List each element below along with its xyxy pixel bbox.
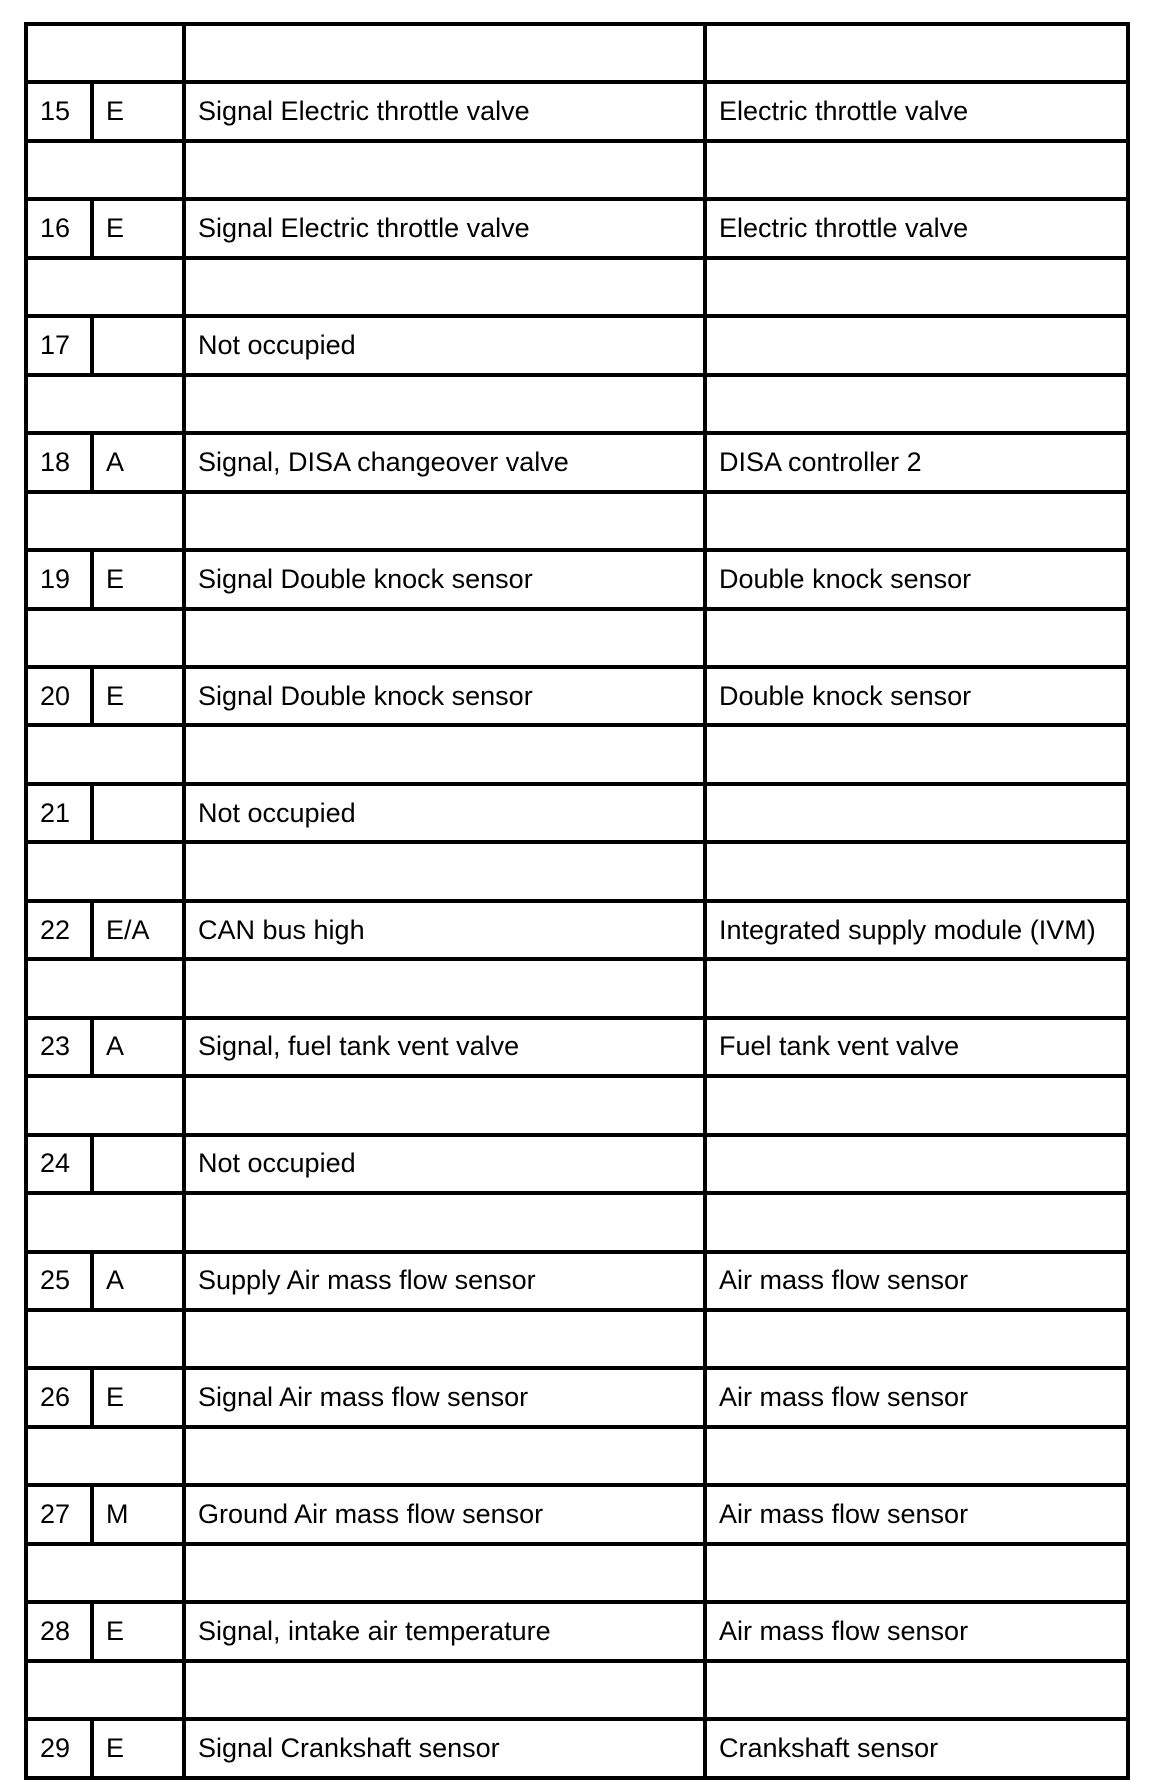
empty-pin-cell — [26, 492, 184, 550]
empty-description-cell — [184, 1544, 705, 1602]
empty-component-cell — [705, 1544, 1128, 1602]
signal-direction-cell: E — [92, 667, 184, 725]
table-spacer-row — [26, 609, 1128, 667]
pin-number-cell: 24 — [26, 1135, 92, 1193]
table-row — [26, 1719, 1128, 1778]
component-cell — [705, 1135, 1128, 1193]
table-row — [26, 1602, 1128, 1660]
signal-direction-cell: E — [92, 82, 184, 140]
pin-number-cell: 18 — [26, 433, 92, 491]
empty-component-cell — [705, 375, 1128, 433]
pin-assignment-table — [24, 22, 1130, 1780]
signal-description-cell: Ground Air mass flow sensor — [184, 1485, 705, 1543]
signal-direction-cell: E — [92, 1368, 184, 1426]
empty-component-cell — [705, 842, 1128, 900]
signal-description-cell: Signal Electric throttle valve — [184, 82, 705, 140]
empty-pin-cell — [26, 1193, 184, 1251]
empty-description-cell — [184, 725, 705, 783]
component-cell: Electric throttle valve — [705, 82, 1128, 140]
table-spacer-row — [26, 375, 1128, 433]
empty-pin-cell — [26, 959, 184, 1017]
table-row — [26, 784, 1128, 842]
pin-number-cell: 29 — [26, 1719, 92, 1778]
component-cell: Air mass flow sensor — [705, 1252, 1128, 1310]
empty-component-cell — [705, 959, 1128, 1017]
table-spacer-row — [26, 1076, 1128, 1134]
empty-pin-cell — [26, 141, 184, 199]
table-spacer-row — [26, 258, 1128, 316]
pin-number-cell: 16 — [26, 199, 92, 257]
signal-description-cell: Signal, intake air temperature — [184, 1602, 705, 1660]
empty-pin-cell — [26, 725, 184, 783]
pin-assignment-table-wrapper — [24, 22, 1126, 1780]
table-row — [26, 1485, 1128, 1543]
table-row — [26, 667, 1128, 725]
pin-number-cell: 22 — [26, 901, 92, 959]
signal-description-cell: Signal, DISA changeover valve — [184, 433, 705, 491]
pin-number-cell: 19 — [26, 550, 92, 608]
signal-direction-cell: E — [92, 550, 184, 608]
signal-description-cell: Supply Air mass flow sensor — [184, 1252, 705, 1310]
empty-pin-cell — [26, 24, 184, 82]
table-spacer-row — [26, 1310, 1128, 1368]
empty-component-cell — [705, 24, 1128, 82]
component-cell: Air mass flow sensor — [705, 1368, 1128, 1426]
empty-pin-cell — [26, 1544, 184, 1602]
empty-pin-cell — [26, 1076, 184, 1134]
empty-component-cell — [705, 725, 1128, 783]
component-cell: Crankshaft sensor — [705, 1719, 1128, 1778]
signal-direction-cell: E — [92, 199, 184, 257]
table-spacer-row — [26, 725, 1128, 783]
signal-direction-cell: E — [92, 1602, 184, 1660]
component-cell — [705, 316, 1128, 374]
table-spacer-row — [26, 141, 1128, 199]
pin-number-cell: 17 — [26, 316, 92, 374]
empty-pin-cell — [26, 1661, 184, 1719]
signal-direction-cell: E/A — [92, 901, 184, 959]
signal-description-cell: CAN bus high — [184, 901, 705, 959]
signal-direction-cell — [92, 1135, 184, 1193]
signal-description-cell: Not occupied — [184, 1135, 705, 1193]
signal-description-cell: Signal Double knock sensor — [184, 550, 705, 608]
empty-component-cell — [705, 258, 1128, 316]
empty-component-cell — [705, 609, 1128, 667]
table-row — [26, 1368, 1128, 1426]
empty-pin-cell — [26, 1310, 184, 1368]
signal-direction-cell — [92, 316, 184, 374]
component-cell: Air mass flow sensor — [705, 1602, 1128, 1660]
signal-direction-cell: A — [92, 1252, 184, 1310]
component-cell: Integrated supply module (IVM) — [705, 901, 1128, 959]
signal-direction-cell: A — [92, 1018, 184, 1076]
empty-description-cell — [184, 959, 705, 1017]
component-cell — [705, 784, 1128, 842]
empty-description-cell — [184, 141, 705, 199]
table-spacer-row — [26, 492, 1128, 550]
pin-number-cell: 15 — [26, 82, 92, 140]
pin-number-cell: 25 — [26, 1252, 92, 1310]
empty-pin-cell — [26, 375, 184, 433]
empty-description-cell — [184, 375, 705, 433]
empty-description-cell — [184, 609, 705, 667]
signal-description-cell: Not occupied — [184, 784, 705, 842]
table-row — [26, 1252, 1128, 1310]
component-cell: Electric throttle valve — [705, 199, 1128, 257]
empty-pin-cell — [26, 842, 184, 900]
pin-number-cell: 28 — [26, 1602, 92, 1660]
empty-pin-cell — [26, 609, 184, 667]
table-row — [26, 433, 1128, 491]
component-cell: Air mass flow sensor — [705, 1485, 1128, 1543]
empty-description-cell — [184, 1310, 705, 1368]
table-row — [26, 550, 1128, 608]
component-cell: DISA controller 2 — [705, 433, 1128, 491]
empty-description-cell — [184, 1076, 705, 1134]
signal-direction-cell: A — [92, 433, 184, 491]
pin-number-cell: 23 — [26, 1018, 92, 1076]
component-cell: Fuel tank vent valve — [705, 1018, 1128, 1076]
signal-description-cell: Signal Electric throttle valve — [184, 199, 705, 257]
empty-description-cell — [184, 492, 705, 550]
table-spacer-row — [26, 842, 1128, 900]
table-row — [26, 316, 1128, 374]
component-cell: Double knock sensor — [705, 550, 1128, 608]
pin-number-cell: 26 — [26, 1368, 92, 1426]
empty-description-cell — [184, 1661, 705, 1719]
table-spacer-row — [26, 1427, 1128, 1485]
empty-description-cell — [184, 1193, 705, 1251]
table-spacer-row — [26, 1544, 1128, 1602]
table-spacer-row — [26, 1661, 1128, 1719]
signal-description-cell: Signal Double knock sensor — [184, 667, 705, 725]
empty-component-cell — [705, 492, 1128, 550]
signal-description-cell: Signal, fuel tank vent valve — [184, 1018, 705, 1076]
table-spacer-row — [26, 24, 1128, 82]
signal-description-cell: Not occupied — [184, 316, 705, 374]
table-row — [26, 901, 1128, 959]
empty-description-cell — [184, 842, 705, 900]
signal-direction-cell: E — [92, 1719, 184, 1778]
empty-description-cell — [184, 24, 705, 82]
pin-number-cell: 20 — [26, 667, 92, 725]
empty-pin-cell — [26, 258, 184, 316]
signal-direction-cell: M — [92, 1485, 184, 1543]
component-cell: Double knock sensor — [705, 667, 1128, 725]
table-body — [26, 24, 1128, 1778]
table-spacer-row — [26, 959, 1128, 1017]
empty-component-cell — [705, 1661, 1128, 1719]
empty-component-cell — [705, 1427, 1128, 1485]
table-row — [26, 1135, 1128, 1193]
signal-description-cell: Signal Air mass flow sensor — [184, 1368, 705, 1426]
empty-description-cell — [184, 258, 705, 316]
empty-description-cell — [184, 1427, 705, 1485]
table-row — [26, 199, 1128, 257]
signal-direction-cell — [92, 784, 184, 842]
empty-component-cell — [705, 141, 1128, 199]
empty-component-cell — [705, 1193, 1128, 1251]
table-row — [26, 82, 1128, 140]
pin-number-cell: 21 — [26, 784, 92, 842]
empty-pin-cell — [26, 1427, 184, 1485]
signal-description-cell: Signal Crankshaft sensor — [184, 1719, 705, 1778]
table-row — [26, 1018, 1128, 1076]
empty-component-cell — [705, 1076, 1128, 1134]
pin-number-cell: 27 — [26, 1485, 92, 1543]
empty-component-cell — [705, 1310, 1128, 1368]
table-spacer-row — [26, 1193, 1128, 1251]
